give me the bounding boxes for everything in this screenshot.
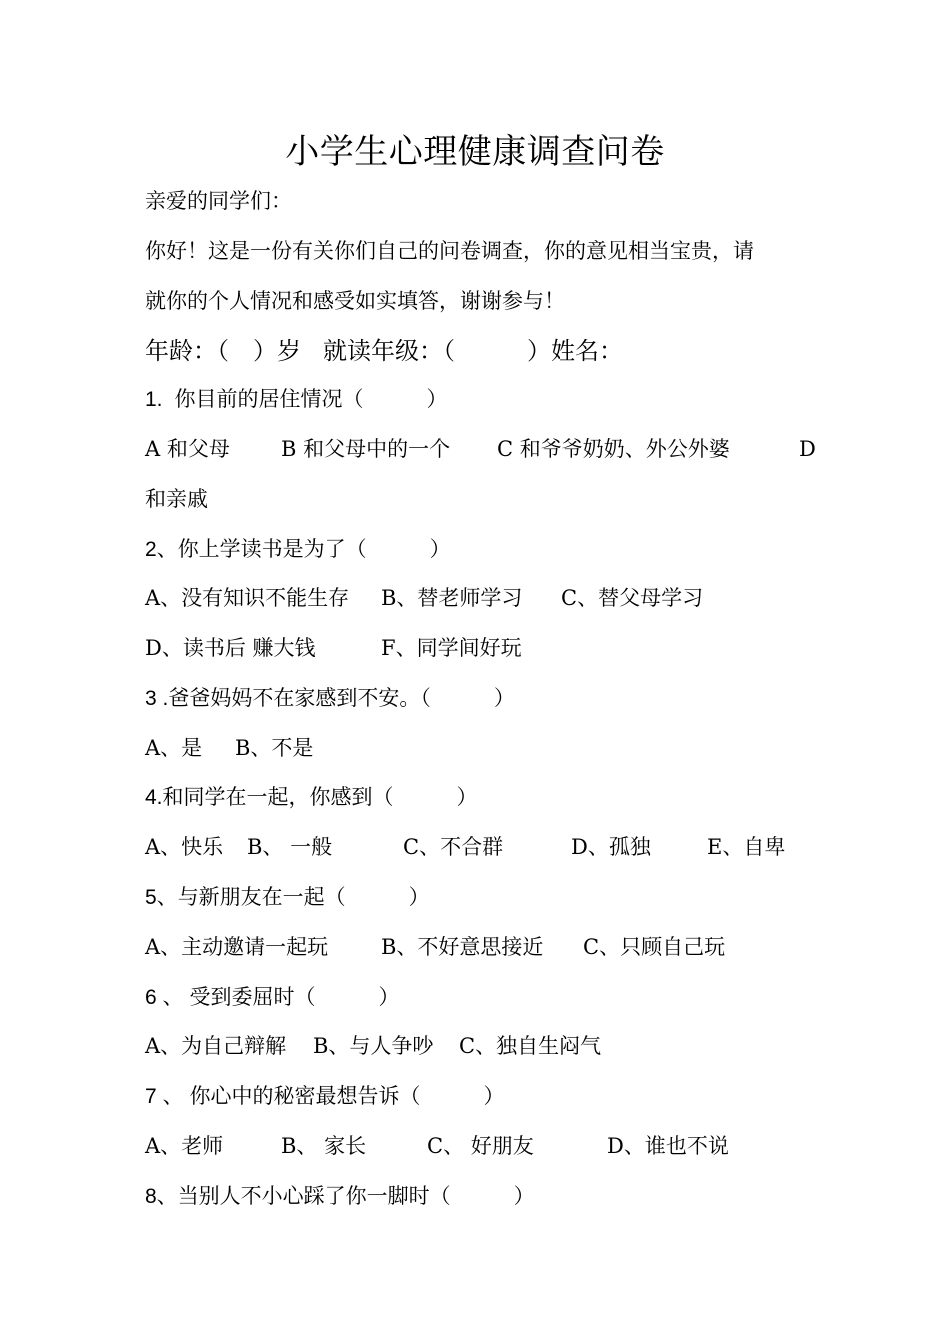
option-a: A、没有知识不能生存 bbox=[145, 586, 350, 610]
question-6 bbox=[145, 982, 400, 1013]
option-f: F、同学间好玩 bbox=[381, 636, 522, 660]
option-b: B、与人争吵 bbox=[313, 1034, 434, 1058]
option-c: C、独自生闷气 bbox=[459, 1034, 602, 1058]
option-b: B、不是 bbox=[235, 736, 314, 760]
option-d: D bbox=[799, 437, 816, 461]
option-a: A、老师 bbox=[145, 1134, 224, 1158]
question-number: 3 . bbox=[145, 687, 169, 710]
question-text: 受到委屈时（ ） bbox=[189, 985, 400, 1009]
question-text: 与新朋友在一起（ ） bbox=[177, 885, 430, 909]
question-2-options bbox=[145, 583, 703, 613]
option-b: B、 一般 bbox=[247, 835, 333, 859]
question-text: 你心中的秘密最想告诉（ ） bbox=[189, 1084, 505, 1108]
info-row bbox=[145, 334, 623, 368]
option-b: B 和父母中的一个 bbox=[281, 437, 451, 461]
question-7-options bbox=[145, 1131, 729, 1161]
option-a: A、快乐 bbox=[145, 835, 224, 859]
name-field: 姓名： bbox=[551, 337, 623, 365]
question-3 bbox=[145, 683, 515, 714]
grade-field: 就读年级：（ ） bbox=[323, 337, 551, 365]
question-text: 你上学读书是为了（ ） bbox=[177, 537, 451, 561]
question-2 bbox=[145, 534, 451, 565]
question-number: 1. bbox=[145, 388, 163, 411]
question-3-options bbox=[145, 733, 313, 763]
question-8 bbox=[145, 1181, 535, 1212]
option-e: E、自卑 bbox=[707, 835, 786, 859]
question-1 bbox=[145, 384, 448, 415]
question-number: 5、 bbox=[145, 886, 178, 909]
option-a: A、为自己辩解 bbox=[145, 1034, 287, 1058]
greeting: 亲爱的同学们： bbox=[145, 189, 292, 213]
option-b: B、替老师学习 bbox=[381, 586, 523, 610]
question-4-options bbox=[145, 832, 785, 862]
question-number: 8、 bbox=[145, 1185, 178, 1208]
option-b: B、 家长 bbox=[281, 1134, 367, 1158]
question-5-options bbox=[145, 932, 725, 962]
option-b: B、不好意思接近 bbox=[381, 935, 544, 959]
question-4 bbox=[145, 782, 478, 813]
question-5 bbox=[145, 882, 430, 913]
question-2-options-row-2 bbox=[145, 633, 522, 663]
option-c: C、不合群 bbox=[403, 835, 504, 859]
option-d: D、读书后 赚大钱 bbox=[145, 636, 316, 660]
option-c: C、替父母学习 bbox=[561, 586, 704, 610]
option-c: C、只顾自己玩 bbox=[583, 935, 726, 959]
question-1-option-d-wrap: 和亲戚 bbox=[145, 487, 208, 511]
question-text: 当别人不小心踩了你一脚时（ ） bbox=[177, 1184, 535, 1208]
intro-line-2: 就你的个人情况和感受如实填答，谢谢参与！ bbox=[145, 289, 565, 313]
question-text: 爸爸妈妈不在家感到不安。（ ） bbox=[168, 686, 515, 710]
question-number: 4. bbox=[145, 786, 163, 809]
option-a: A 和父母 bbox=[145, 437, 230, 461]
question-number: 7 、 bbox=[145, 1085, 184, 1108]
option-d: D、孤独 bbox=[571, 835, 651, 859]
option-a: A、是 bbox=[145, 736, 203, 760]
question-text: 和同学在一起，你感到（ ） bbox=[162, 785, 478, 809]
question-text: 你目前的居住情况（ ） bbox=[174, 387, 448, 411]
question-6-options bbox=[145, 1031, 601, 1061]
question-7 bbox=[145, 1081, 505, 1112]
question-number: 2、 bbox=[145, 538, 178, 561]
option-c: C、 好朋友 bbox=[427, 1134, 534, 1158]
question-1-options bbox=[145, 434, 816, 464]
document-title: 小学生心理健康调查问卷 bbox=[285, 132, 665, 172]
option-c: C 和爷爷奶奶、外公外婆 bbox=[497, 437, 730, 461]
option-a: A、主动邀请一起玩 bbox=[145, 935, 329, 959]
intro-line-1: 你好！这是一份有关你们自己的问卷调查，你的意见相当宝贵，请 bbox=[145, 239, 754, 263]
age-field: 年龄：（ ）岁 bbox=[145, 337, 301, 365]
option-d: D、谁也不说 bbox=[607, 1134, 729, 1158]
question-number: 6 、 bbox=[145, 986, 184, 1009]
